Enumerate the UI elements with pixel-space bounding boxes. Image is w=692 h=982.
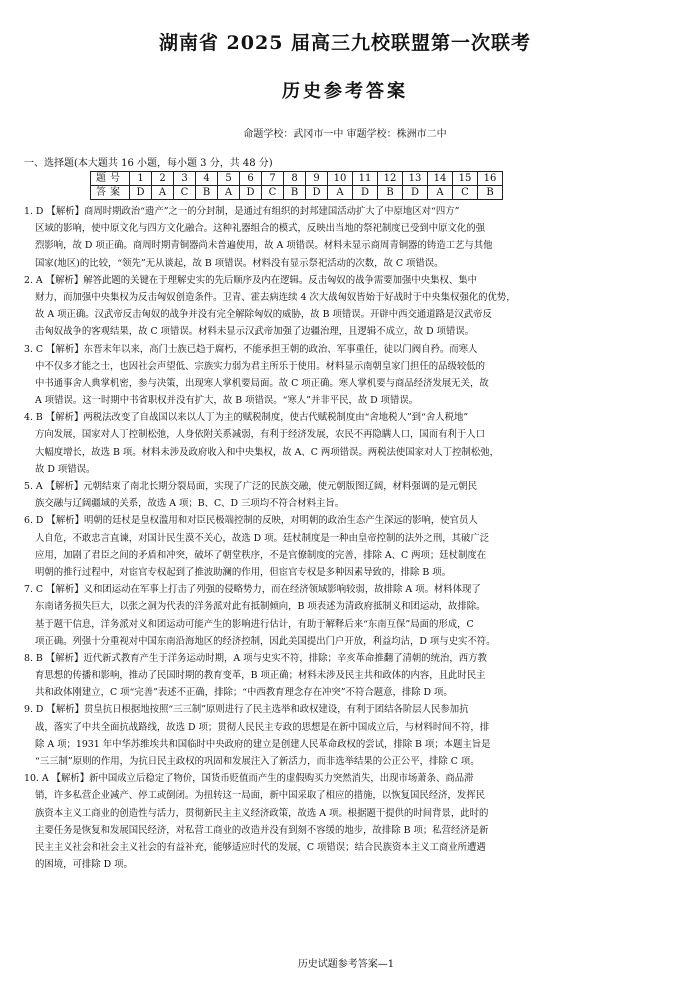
explanation-first-line: [24, 410, 666, 426]
explanation-line: [24, 599, 666, 615]
answer-cell: C: [453, 186, 478, 200]
question-number: 5: [218, 172, 240, 186]
explanation-text: 【解析】近代新式教育产生于洋务运动时期，A 项与史实不符，排除；辛亥革命推翻了清朝的统治，西方教: [45, 652, 487, 664]
explanation-text: 【解析】两税法改变了自战国以来以人丁为主的赋税制度，使古代赋税制度由“舍地税人”到“舍人税地”: [45, 412, 469, 424]
question-number: 12: [378, 172, 403, 186]
explanation-text: 明朝的推行过程中，对宦官专权起到了推波助澜的作用，但宦官专权是多种因素导致的，排除 B 项。: [35, 566, 451, 578]
explanation-text: 方向发展，国家对人丁控制松弛，人身依附关系减弱，有利于经济发展，农民不再隐瞒人口，国而有利于人口: [35, 429, 486, 441]
page-footer: 历史试题参考答案—1: [297, 959, 395, 970]
item-number-answer: 7. C: [24, 584, 44, 596]
question-number: 7: [262, 172, 284, 186]
explanation-text: 共和政体刚建立，C 项“完善”表述不正确，排除；“中西教育理念存在冲突”不符合题意，排除 D 项。: [35, 687, 453, 699]
author-schools: 命题学校：武冈市一中 审题学校：株洲市二中: [243, 129, 447, 140]
explanation-text: A 项错误。这一时期中书省职权并没有扩大，故 B 项错误。“寒人”并非平民，故 D 项错误。: [35, 395, 419, 407]
question-number: 8: [284, 172, 306, 186]
explanation-text: 基于题干信息，洋务派对义和团运动可能产生的影响进行估计，有助于解释后来“东南互保”局面的形成，C: [35, 618, 474, 630]
explanation-line: [24, 324, 666, 340]
explanation-first-line: [24, 651, 666, 667]
item-number-answer: 1. D: [24, 206, 44, 217]
document-subtitle: 历史参考答案: [282, 81, 408, 102]
explanation-line: [24, 685, 666, 701]
explanation-line: [24, 840, 666, 856]
question-number: 2: [152, 172, 174, 186]
explanation-line: [24, 823, 666, 839]
explanation-text: 烈影响，故 D 项正确。商周时期青铜器尚未普遍使用，故 A 项错误。材料未显示商周青铜器的铸造工艺与其他: [35, 240, 493, 252]
explanation-text: 故 D 项错误。: [35, 463, 96, 475]
explanation-line: [24, 737, 666, 753]
number-row-header: 题号: [91, 172, 130, 186]
explanation-line: [24, 668, 666, 684]
explanation-text: 【解析】贯皇抗日根据地按照“三三制”原则进行了民主选举和政权建设，有利于团结各阶层人民参加抗: [46, 704, 469, 716]
explanation-line: [24, 238, 666, 254]
explanation-first-line: [24, 342, 666, 358]
explanation-text: 击匈奴战争的客观结果，故 C 项错误。材料未显示汉武帝加强了边疆治理，且逻辑不成立，故 D 项错误。: [35, 326, 475, 338]
explanation-text: 除 A 项；1931 年中华苏维埃共和国临时中央政府的建立是创建人民革命政权的尝试，排除 B 项；本题主旨是: [35, 738, 491, 750]
explanation-first-line: [24, 513, 666, 529]
question-number: 11: [353, 172, 378, 186]
explanation-item: [24, 651, 666, 701]
explanation-text: 应用，加剧了君臣之间的矛盾和冲突，破坏了朝堂秩序，不是官僚制度的完善，排除 A、C 两项；廷杖制度在: [35, 549, 487, 561]
answer-cell: B: [378, 186, 403, 200]
explanation-first-line: [24, 582, 666, 598]
explanation-item: [24, 702, 666, 769]
explanation-item: [24, 771, 666, 873]
explanation-first-line: [24, 702, 666, 718]
answer-cell: D: [240, 186, 262, 200]
question-number: 9: [306, 172, 328, 186]
explanation-line: [24, 788, 666, 804]
item-number-answer: 3. C: [24, 343, 44, 355]
item-number-answer: 5. A: [24, 481, 43, 492]
explanation-line: [24, 617, 666, 633]
explanation-text: 【解析】商周时期政治“遗产”之一的分封制，是通过有组织的封邦建国活动扩大了中原地区对“四方”: [46, 206, 460, 217]
explanation-text: 【解析】明朝的廷杖是皇权滥用和对臣民极端控制的反映，对明朝的政治生态产生深远的影响，使官员人: [46, 515, 478, 527]
explanation-line: [24, 720, 666, 736]
explanation-line: [24, 496, 666, 512]
explanation-text: 人自危，不敢忠言直谏，对国计民生漠不关心，故选 D 项。廷杖制度是一种由皇帝控制的法外之刑，其破广泛: [35, 532, 490, 544]
explanation-first-line: [24, 273, 666, 289]
explanation-line: [24, 427, 666, 443]
explanation-line: [24, 290, 666, 306]
explanation-text: 【解析】义和团运动在军事上打击了列强的侵略势力，而在经济领域影响较弱，故排除 A 项。材料体现了: [46, 584, 481, 596]
section-heading: 一、选择题(本大题共 16 小题，每小题 3 分，共 48 分): [24, 158, 273, 169]
explanation-text: 项正确。列强十分重视对中国东南沿海地区的经济控制，因此美国提出门户开放，利益均沾，D 项与史实不符。: [35, 635, 496, 647]
explanation-line: [24, 634, 666, 650]
explanation-first-line: [24, 204, 666, 220]
question-number: 3: [174, 172, 196, 186]
item-number-answer: 10. A: [24, 773, 49, 785]
question-number: 1: [130, 172, 152, 186]
answer-cell: C: [262, 186, 284, 200]
answer-cell: D: [130, 186, 152, 200]
explanation-line: [24, 462, 666, 478]
explanation-first-line: [24, 771, 666, 787]
explanation-line: [24, 221, 666, 237]
explanation-text: 族交融与辽阔疆域的关系，故选 A 项；B、C、D 三项均不符合材料主旨。: [35, 498, 345, 510]
explanation-line: [24, 857, 666, 873]
answer-cell: A: [428, 186, 453, 200]
answer-cell: C: [174, 186, 196, 200]
explanation-line: [24, 548, 666, 564]
explanation-line: [24, 393, 666, 409]
item-number-answer: 9. D: [24, 704, 44, 716]
explanation-text: 主要任务是恢复和发展国民经济，对私营工商业的改造并没有到刻不容缓的地步，故排除 B 项；私营经济是新: [35, 824, 489, 836]
explanation-text: 大幅度增长，故选 B 项。材料未涉及政府收入和中央集权，故 A、C 两项错误。两税法使国家对人丁控制松弛，: [35, 446, 500, 458]
explanation-line: [24, 565, 666, 581]
explanation-item: [24, 204, 666, 271]
explanation-text: 民主主义社会和社会主义社会的有益补充，能够适应时代的发展，C 项错误；结合民族资本主义工商业所遭遇: [35, 841, 486, 853]
explanation-line: [24, 376, 666, 392]
answer-cell: A: [328, 186, 353, 200]
explanation-line: [24, 307, 666, 323]
question-number: 10: [328, 172, 353, 186]
question-number: 16: [478, 172, 503, 186]
explanation-line: [24, 531, 666, 547]
explanation-text: 【解析】解答此题的关键在于理解史实的先后顺序及内在逻辑。反击匈奴的战争需要加强中央集权、集中: [45, 274, 477, 286]
explanation-text: 销，许多私营企业减产、停工或倒闭。为扭转这一局面，新中国采取了相应的措施，以恢复国民经济，发挥民: [35, 790, 486, 802]
explanation-line: [24, 359, 666, 375]
question-number: 15: [453, 172, 478, 186]
explanation-item: [24, 410, 666, 477]
explanation-list: [24, 204, 666, 873]
answer-cell: D: [403, 186, 428, 200]
question-number: 4: [196, 172, 218, 186]
explanation-text: 育思想的传播和影响，推动了民国时期的教育变革，B 项正确；材料未涉及民主共和政体的内容，且此时民主: [35, 670, 486, 682]
explanation-line: [24, 445, 666, 461]
explanation-item: [24, 513, 666, 580]
explanation-text: 国家(地区)的比较，“领先”无从谈起，故 B 项错误。材料没有显示祭祀活动的次数，故 C 项错误。: [35, 257, 444, 269]
item-number-answer: 6. D: [24, 515, 44, 527]
explanation-line: [24, 754, 666, 770]
explanation-text: 财力，而加强中央集权为反击匈奴创造条件。卫青、霍去病连续 4 次大战匈奴皆始于好战时于中央集权强化的优势，: [35, 291, 516, 303]
answer-cell: B: [478, 186, 503, 200]
answer-cell: D: [306, 186, 328, 200]
explanation-text: 中书通事舍人典掌机密，参与决策，出现寒人掌机要局面。故 C 项正确。寒人掌机要与商品经济发展无关，故: [35, 377, 489, 389]
explanation-text: 故 A 项正确。汉武帝反击匈奴的战争并没有完全解除匈奴的威胁，故 B 项错误。开辟中西交通道路是汉武帝反: [35, 309, 492, 321]
explanation-text: 战，落实了中共全面抗战路线，故选 D 项；贯彻人民民主专政的思想是在新中国成立后，与材料时间不符，排: [35, 721, 490, 733]
explanation-item: [24, 342, 666, 409]
explanation-first-line: [24, 479, 666, 495]
explanation-line: [24, 806, 666, 822]
answer-table-number-row: [91, 172, 503, 186]
explanation-text: 中不仅多才能之士，也因社会声望低、宗族实力弱为君主所乐于使用。材料显示南朝皇家门担任的品级较低的: [35, 360, 486, 372]
explanation-text: 【解析】东晋末年以来，高门士族已趋于腐朽，不能承担王朝的政治、军事重任，徒以门阀自矜。而寒人: [46, 343, 478, 355]
explanation-line: [24, 256, 666, 272]
explanation-text: 【解析】元朝结束了南北长期分裂局面，实现了广泛的民族交融，使元朝版图辽阔，材料强调的是元朝民: [45, 481, 477, 492]
explanation-text: 区域的影响，使中原文化与四方文化融合。这种礼器组合的模式，反映出当地的祭祀制度已受到中原文化的强: [35, 223, 486, 235]
answer-cell: A: [218, 186, 240, 200]
explanation-item: [24, 273, 666, 340]
question-number: 13: [403, 172, 428, 186]
document-title: 湖南省 2025 届高三九校联盟第一次联考: [158, 32, 532, 54]
item-number-answer: 4. B: [24, 412, 43, 424]
explanation-text: 族资本主义工商业的创造性与活力，贯彻新民主主义经济政策，故选 A 项。根据题干提供的时间背景，此时的: [35, 807, 489, 819]
explanation-item: [24, 479, 666, 512]
question-number: 14: [428, 172, 453, 186]
item-number-answer: 8. B: [24, 652, 43, 664]
explanation-item: [24, 582, 666, 649]
question-number: 6: [240, 172, 262, 186]
answer-cell: D: [353, 186, 378, 200]
explanation-text: 的困境，可排除 D 项。: [35, 859, 133, 871]
explanation-text: 【解析】新中国成立后稳定了物价，国货币贬值而产生的虚假购买力突然消失，出现市场萧条、商品滞: [51, 773, 474, 785]
answer-table: [90, 171, 503, 200]
explanation-text: “三三制”原则的作用，为抗日民主政权的巩固和发展注入了新活力，而非选举结果的公正公平，排除 C 项。: [35, 756, 480, 767]
answer-cell: B: [196, 186, 218, 200]
answer-cell: A: [152, 186, 174, 200]
explanation-text: 东南诸务损失巨大，以张之洞为代表的洋务派对此有抵制倾向，B 项表述为清政府抵制义和团运动，故排除。: [35, 601, 486, 613]
answer-table-answer-row: [91, 186, 503, 200]
item-number-answer: 2. A: [24, 274, 43, 286]
answer-row-header: 答案: [91, 186, 130, 200]
answer-cell: B: [284, 186, 306, 200]
